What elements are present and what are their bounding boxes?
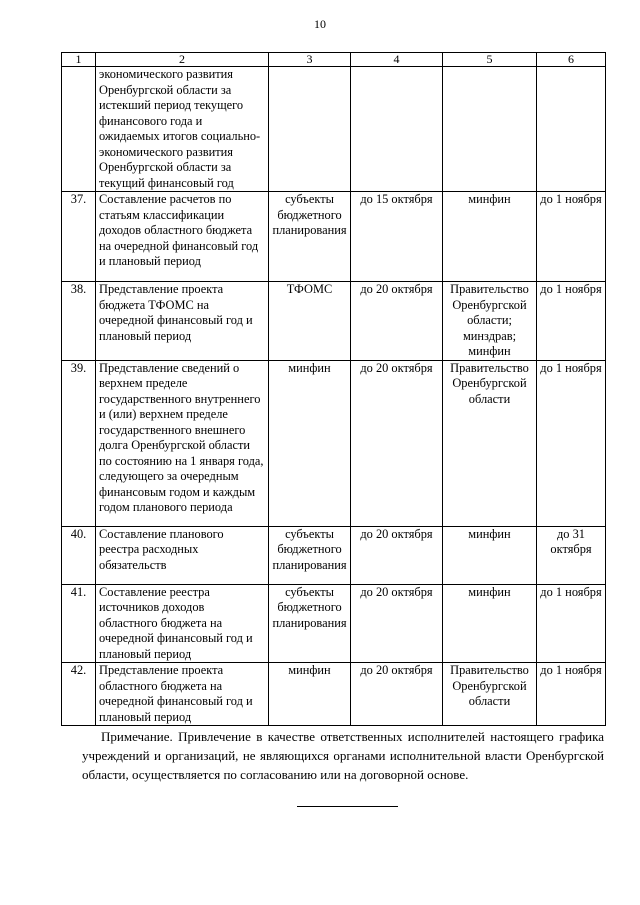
row-number: 37. [62, 192, 96, 282]
row-number: 41. [62, 584, 96, 663]
row-deadline: до 20 октября [351, 282, 443, 361]
row-recipient: Правительство Оренбургской области; минздрав; минфин [443, 282, 537, 361]
table-row [62, 584, 606, 663]
row-deadline2: до 31 октября [537, 526, 606, 584]
page-number: 10 [314, 17, 326, 31]
row-deadline: до 20 октября [351, 526, 443, 584]
row-recipient [443, 67, 537, 192]
row-deadline2: до 1 ноября [537, 584, 606, 663]
row-deadline2: до 1 ноября [537, 360, 606, 526]
row-deadline: до 15 октября [351, 192, 443, 282]
row-number: 38. [62, 282, 96, 361]
row-number: 42. [62, 663, 96, 726]
row-executor [269, 67, 351, 192]
table-row [62, 663, 606, 726]
row-deadline2: до 1 ноября [537, 663, 606, 726]
header-cell: 6 [537, 53, 606, 67]
table-row [62, 526, 606, 584]
row-executor: минфин [269, 360, 351, 526]
row-description: Составление планового реестра расходных обязательств [96, 526, 269, 584]
row-executor: субъекты бюджетного планирования [269, 526, 351, 584]
row-recipient: минфин [443, 526, 537, 584]
note-text: Примечание. Привлечение в качестве ответственных исполнителей настоящего графика учреждений и организаций, не являющихся органами исполнительной власти Оренбургской области, осуществляется по согласованию или на договорной основе. [82, 729, 604, 782]
row-recipient: минфин [443, 192, 537, 282]
header-cell: 2 [96, 53, 269, 67]
schedule-table [61, 52, 606, 726]
header-cell: 4 [351, 53, 443, 67]
row-deadline2: до 1 ноября [537, 282, 606, 361]
row-description: Составление реестра источников доходов областного бюджета на очередной финансовый год и плановый период [96, 584, 269, 663]
row-deadline [351, 67, 443, 192]
table-row [62, 282, 606, 361]
row-description: Представление проекта областного бюджета на очередной финансовый год и плановый период [96, 663, 269, 726]
row-recipient: Правительство Оренбургской области [443, 360, 537, 526]
row-number: 40. [62, 526, 96, 584]
row-recipient: Правительство Оренбургской области [443, 663, 537, 726]
row-description: Представление сведений о верхнем пределе государственного внутреннего и (или) верхнем пределе государственного внешнего долга Оренбургской области по состоянию на 1 января года, следующего за очередным финансовым годом и каждым годом планового периода [96, 360, 269, 526]
table-row [62, 192, 606, 282]
row-executor: ТФОМС [269, 282, 351, 361]
row-executor: субъекты бюджетного планирования [269, 584, 351, 663]
row-description: Составление расчетов по статьям классификации доходов областного бюджета на очередной финансовый год и плановый период [96, 192, 269, 282]
row-deadline: до 20 октября [351, 584, 443, 663]
header-cell: 1 [62, 53, 96, 67]
table-row [62, 67, 606, 192]
row-executor: минфин [269, 663, 351, 726]
row-deadline: до 20 октября [351, 360, 443, 526]
row-number: 39. [62, 360, 96, 526]
table-header-row [62, 53, 606, 67]
row-executor: субъекты бюджетного планирования [269, 192, 351, 282]
table-row [62, 360, 606, 526]
footer-rule [297, 806, 398, 807]
row-description: Представление проекта бюджета ТФОМС на очередной финансовый год и плановый период [96, 282, 269, 361]
row-deadline2 [537, 67, 606, 192]
note-paragraph [82, 727, 604, 784]
row-number [62, 67, 96, 192]
row-description: экономического развития Оренбургской области за истекший период текущего финансового года и ожидаемых итогов социально-экономического развития Оренбургской области за текущий финансовый год [96, 67, 269, 192]
row-deadline2: до 1 ноября [537, 192, 606, 282]
row-deadline: до 20 октября [351, 663, 443, 726]
row-recipient: минфин [443, 584, 537, 663]
header-cell: 5 [443, 53, 537, 67]
header-cell: 3 [269, 53, 351, 67]
